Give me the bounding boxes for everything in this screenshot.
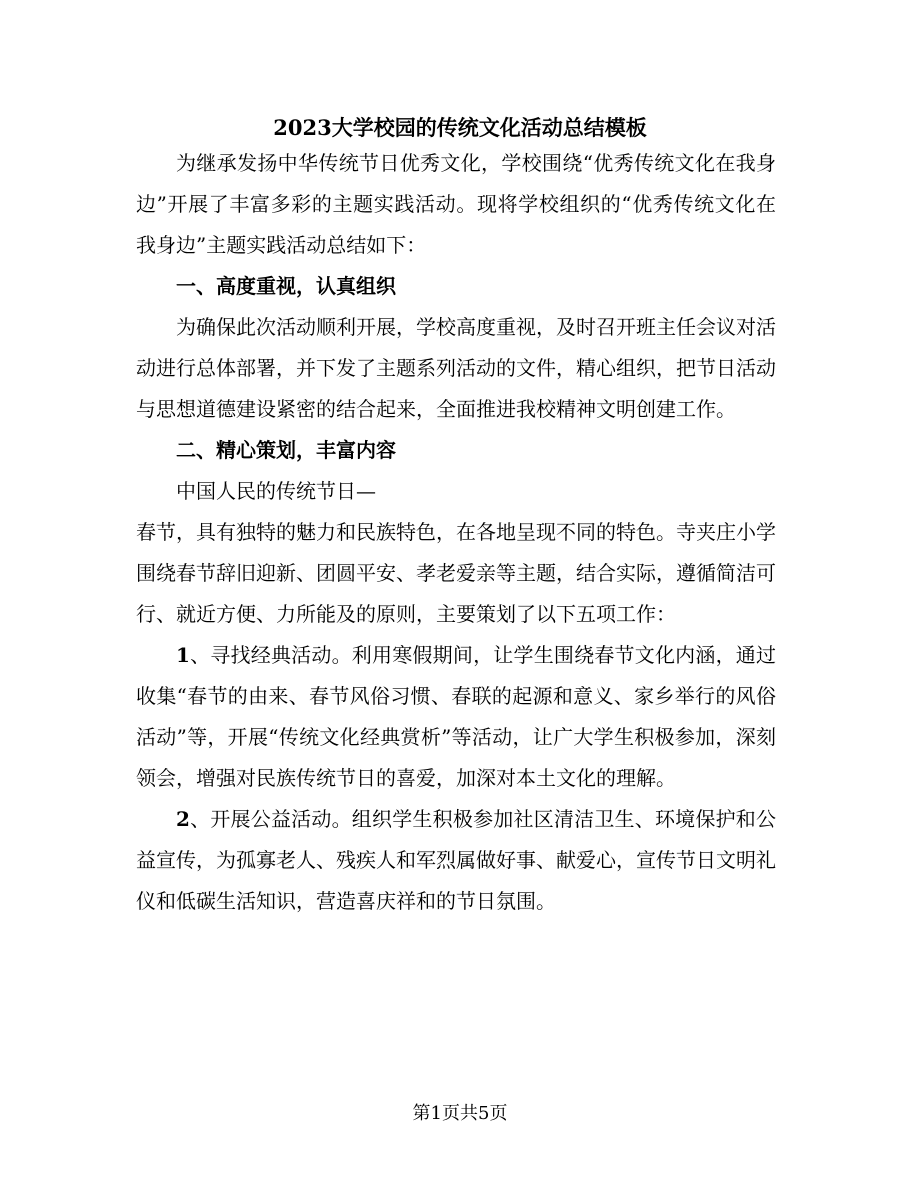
item-1-text: 、寻找经典活动。利用寒假期间，让学生围绕春节文化内涵，通过收集“春节的由来、春节风俗习惯、春联的起源和意义、家乡举行的风俗活动”等，开展“传统文化经典赏析”等活动，让广大学生积极参加，深刻领会，增强对民族传统节日的喜爱，加深对本土文化的理解。	[136, 643, 776, 790]
section-2-paragraph: 春节，具有独特的魅力和民族特色，在各地呈现不同的特色。寺夹庄小学围绕春节辞旧迎新、团圆平安、孝老爱亲等主题，结合实际，遵循简洁可行、就近方便、力所能及的原则，主要策划了以下五项工作：	[136, 520, 776, 626]
intro-paragraph: 为继承发扬中华传统节日优秀文化，学校围绕“优秀传统文化在我身边”开展了丰富多彩的主题实践活动。现将学校组织的“优秀传统文化在我身边”主题实践活动总结如下：	[136, 151, 776, 257]
section-1-heading: 一、高度重视，认真组织	[176, 274, 396, 298]
document-body	[136, 143, 776, 922]
section-1-paragraph: 为确保此次活动顺利开展，学校高度重视，及时召开班主任会议对活动进行总体部署，并下发了主题系列活动的文件，精心组织，把节日活动与思想道德建设紧密的结合起来，全面推进我校精神文明创建工作。	[136, 315, 776, 421]
item-1-number: 1	[176, 643, 190, 667]
item-2-number: 2	[176, 807, 190, 831]
section-2-heading: 二、精心策划，丰富内容	[176, 438, 396, 462]
document-title: 2023大学校园的传统文化活动总结模板	[273, 115, 647, 140]
item-2-text: 、开展公益活动。组织学生积极参加社区清洁卫生、环境保护和公益宣传，为孤寡老人、残疾人和军烈属做好事、献爱心，宣传节日文明礼仪和低碳生活知识，营造喜庆祥和的节日氛围。	[136, 807, 776, 913]
page-number-footer: 第1页共5页	[412, 1103, 508, 1124]
item-1-paragraph	[136, 635, 776, 799]
item-2-paragraph	[136, 799, 776, 922]
section-2-intro-line: 中国人民的传统节日—	[176, 479, 376, 503]
